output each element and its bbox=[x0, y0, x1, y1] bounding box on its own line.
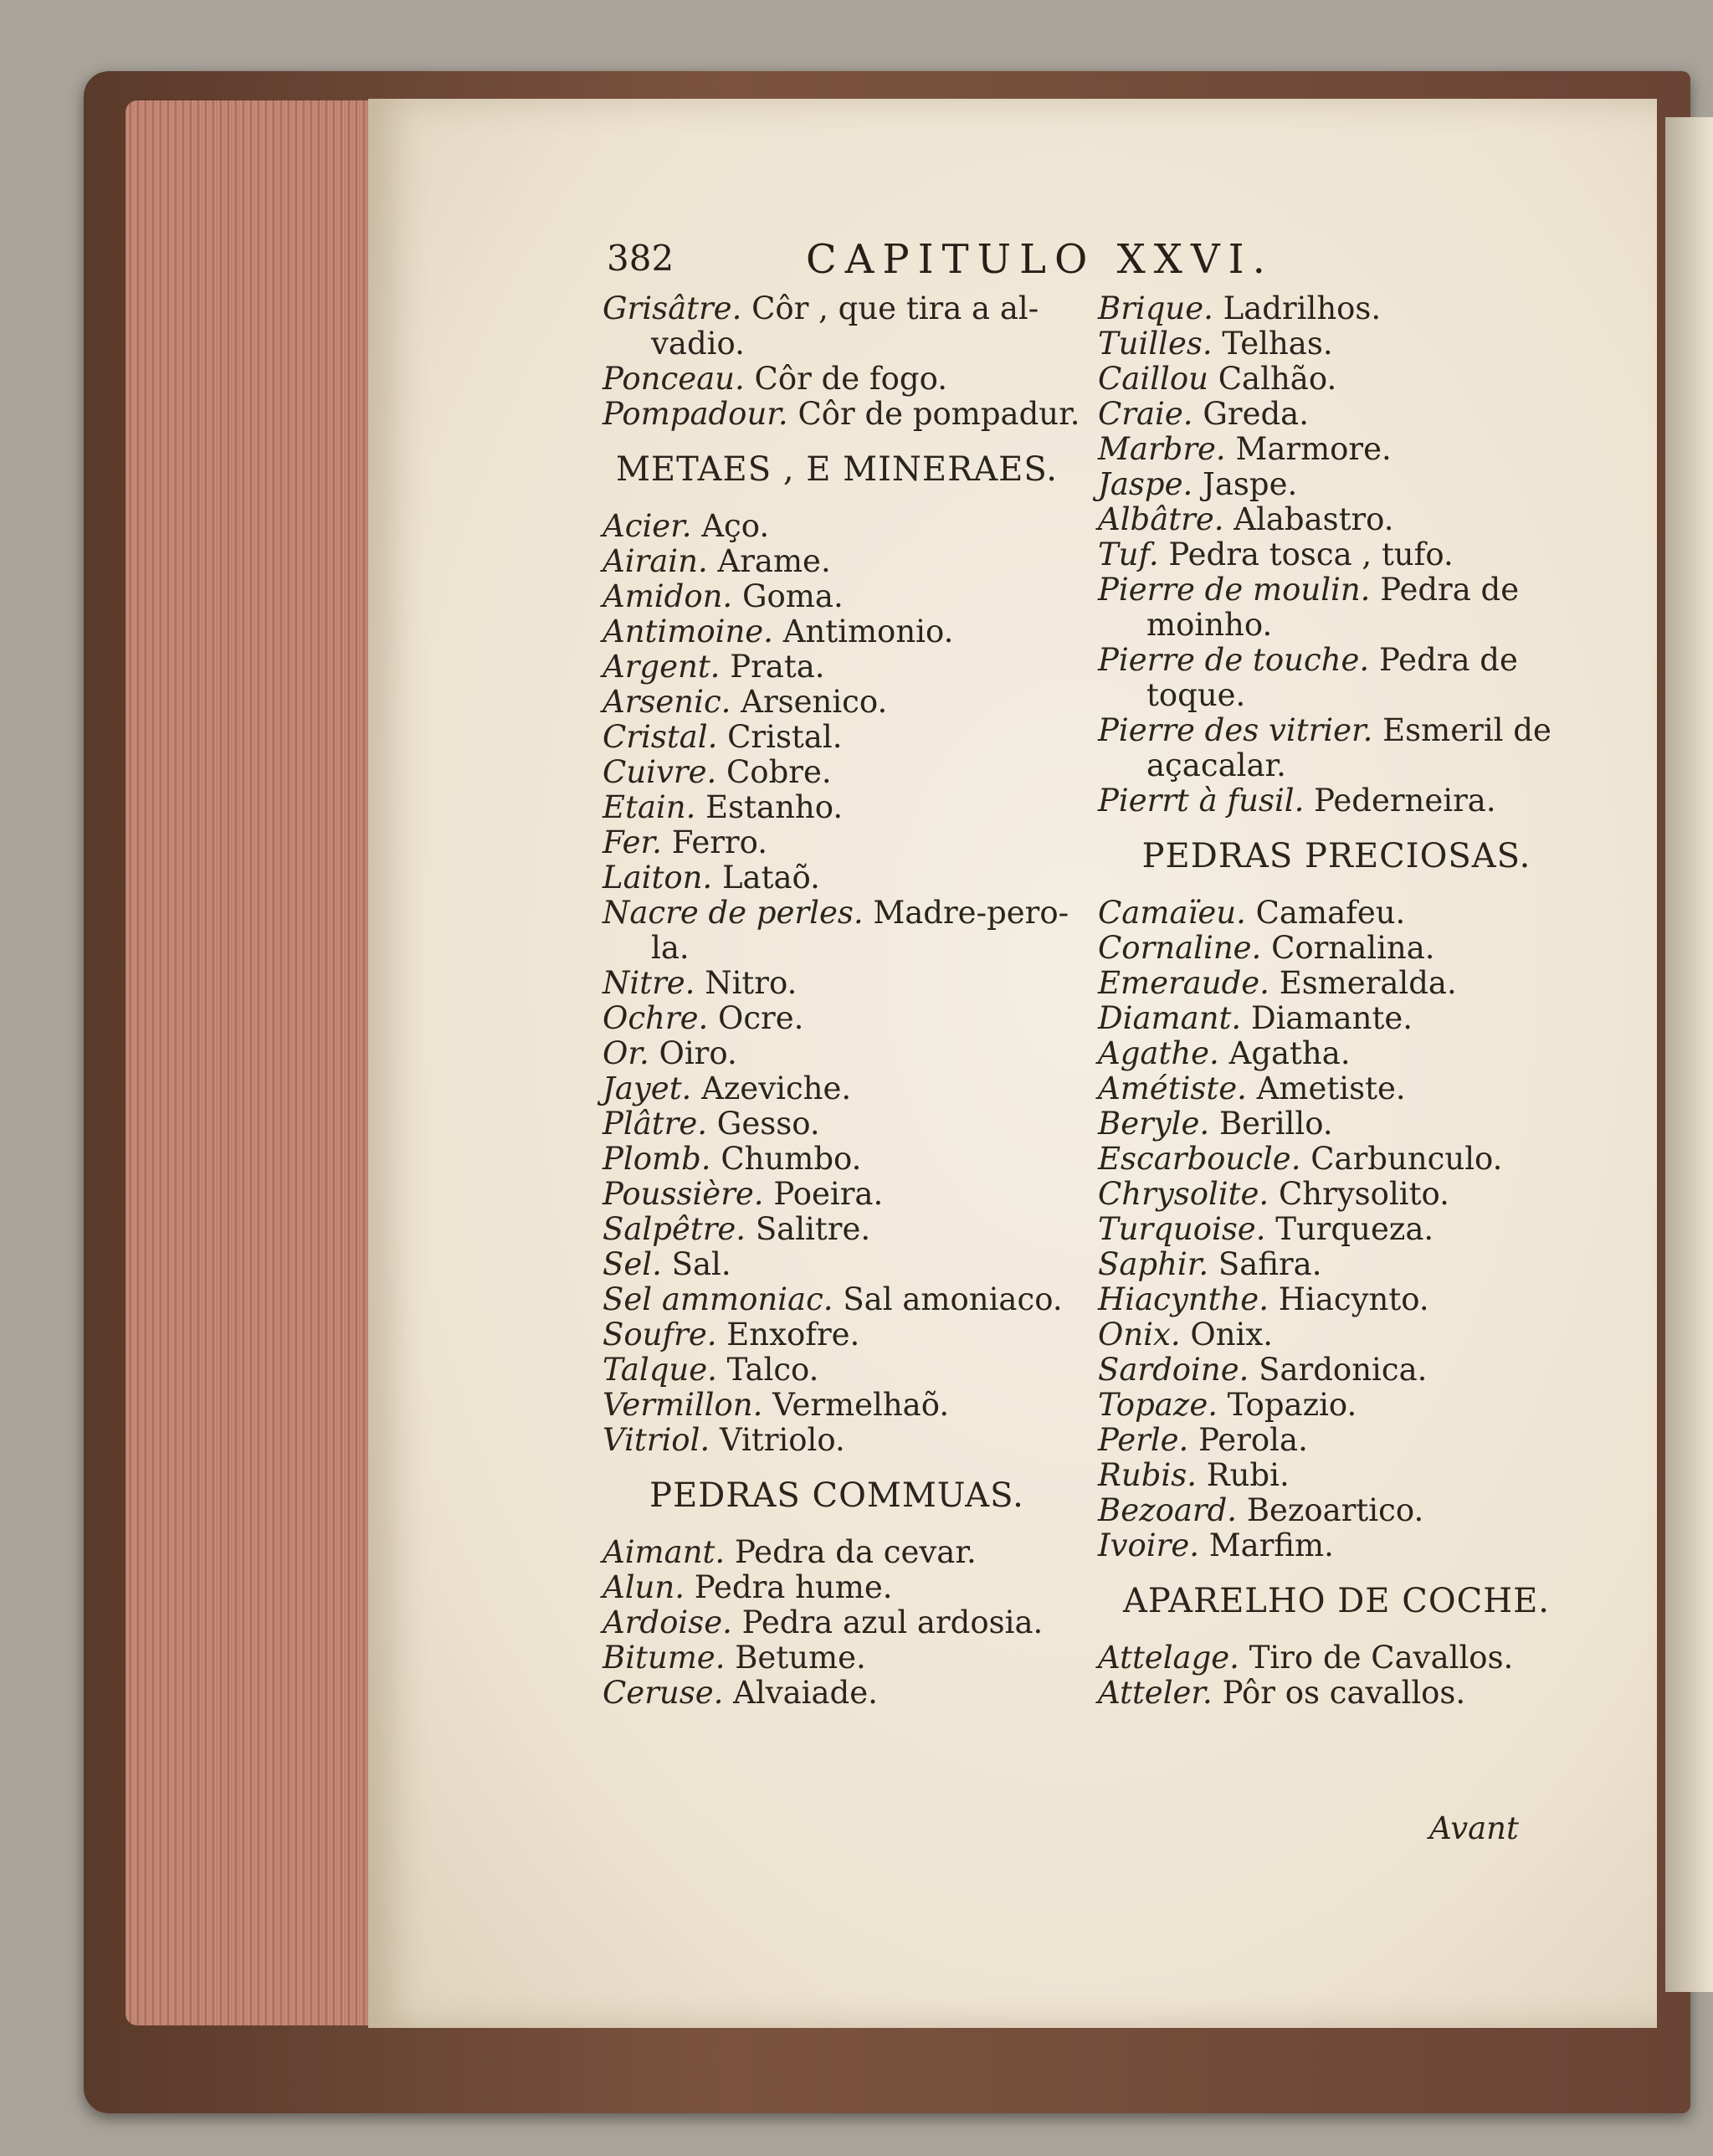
french-term: Saphir. bbox=[1098, 1246, 1209, 1282]
french-term: Rubis. bbox=[1098, 1457, 1197, 1493]
portuguese-gloss: Marfim. bbox=[1208, 1527, 1334, 1563]
glossary-entry bbox=[603, 1388, 1071, 1423]
entry-continuation bbox=[1098, 748, 1575, 783]
french-term: Marbre. bbox=[1098, 431, 1226, 467]
french-term: Etain. bbox=[603, 789, 696, 825]
portuguese-gloss: Bezoartico. bbox=[1246, 1492, 1424, 1528]
french-term: Pierre de touche. bbox=[1098, 642, 1370, 678]
portuguese-gloss: Enxofre. bbox=[726, 1317, 860, 1353]
french-term: Bezoard. bbox=[1098, 1492, 1238, 1528]
portuguese-gloss: Madre-pero- bbox=[873, 895, 1069, 931]
portuguese-gloss: Safira. bbox=[1218, 1246, 1322, 1282]
facing-page-edge bbox=[1665, 117, 1713, 1992]
glossary-entry bbox=[603, 579, 1071, 614]
section-heading: METAES , E MINERAES. bbox=[615, 450, 1059, 489]
french-term: Cornaline. bbox=[1098, 930, 1262, 966]
glossary-entry bbox=[1098, 326, 1575, 362]
portuguese-gloss: Vermelhaõ. bbox=[772, 1387, 950, 1423]
portuguese-gloss: Pôr os cavallos. bbox=[1222, 1675, 1466, 1711]
portuguese-gloss: Pedra azul ardosia. bbox=[741, 1604, 1044, 1640]
portuguese-gloss: Telhas. bbox=[1222, 326, 1333, 362]
portuguese-gloss: Oiro. bbox=[659, 1035, 737, 1071]
glossary-entry bbox=[603, 1605, 1071, 1640]
portuguese-gloss: Ocre. bbox=[718, 1000, 804, 1036]
french-term: Caillou bbox=[1098, 361, 1208, 397]
glossary-entry bbox=[1098, 1317, 1575, 1353]
portuguese-gloss: Hiacynto. bbox=[1278, 1281, 1429, 1317]
french-term: Chrysolite. bbox=[1098, 1176, 1269, 1212]
section-heading: PEDRAS COMMUAS. bbox=[649, 1476, 1024, 1515]
glossary-entry bbox=[603, 509, 1071, 544]
portuguese-gloss: Arsenico. bbox=[741, 684, 888, 720]
portuguese-gloss: Côr de pompadur. bbox=[798, 396, 1080, 432]
glossary-entry bbox=[1098, 1640, 1575, 1676]
portuguese-gloss: Nitro. bbox=[705, 965, 798, 1001]
portuguese-gloss: Cristal. bbox=[727, 719, 843, 755]
french-term: Pierre des vitrier. bbox=[1098, 712, 1373, 748]
portuguese-gloss: moinho. bbox=[1146, 607, 1273, 643]
glossary-entry bbox=[1098, 1458, 1575, 1493]
portuguese-gloss: Esmeralda. bbox=[1279, 965, 1457, 1001]
portuguese-gloss: Arame. bbox=[717, 543, 831, 579]
french-term: Poussière. bbox=[603, 1176, 764, 1212]
french-term: Soufre. bbox=[603, 1317, 717, 1353]
french-term: Craie. bbox=[1098, 396, 1193, 432]
glossary-entry bbox=[603, 396, 1080, 432]
french-term: Ardoise. bbox=[603, 1604, 732, 1640]
french-term: Laiton. bbox=[603, 860, 713, 896]
french-term: Grisâtre. bbox=[603, 290, 742, 326]
glossary-entry bbox=[603, 860, 1071, 896]
glossary-entry bbox=[603, 825, 1071, 860]
entry-continuation bbox=[1098, 608, 1575, 643]
french-term: Hiacynthe. bbox=[1098, 1281, 1269, 1317]
glossary-entry bbox=[603, 1570, 1071, 1605]
glossary-entry bbox=[1098, 966, 1575, 1001]
french-term: Sel ammoniac. bbox=[603, 1281, 833, 1317]
glossary-entry bbox=[603, 1535, 1071, 1570]
portuguese-gloss: Prata. bbox=[730, 649, 825, 685]
page-edges bbox=[126, 100, 377, 2025]
french-term: Pierre de moulin. bbox=[1098, 572, 1371, 608]
portuguese-gloss: Pedra tosca , tufo. bbox=[1168, 536, 1454, 572]
glossary-entry bbox=[1098, 1001, 1575, 1036]
portuguese-gloss: Gesso. bbox=[716, 1106, 820, 1142]
portuguese-gloss: Pedra de bbox=[1378, 642, 1518, 678]
glossary-entry bbox=[1098, 1142, 1575, 1177]
french-term: Agathe. bbox=[1098, 1035, 1219, 1071]
glossary-entry bbox=[603, 1036, 1071, 1071]
french-term: Emeraude. bbox=[1098, 965, 1269, 1001]
portuguese-gloss: Calhão. bbox=[1218, 361, 1337, 397]
glossary-entry bbox=[603, 1247, 1071, 1282]
french-term: Onix. bbox=[1098, 1317, 1181, 1353]
french-term: Camaïeu. bbox=[1098, 895, 1246, 931]
glossary-entry bbox=[1098, 1071, 1575, 1106]
portuguese-gloss: Pederneira. bbox=[1314, 783, 1496, 819]
portuguese-gloss: Sal amoniaco. bbox=[843, 1281, 1063, 1317]
portuguese-gloss: açacalar. bbox=[1146, 747, 1286, 783]
section-heading: PEDRAS PRECIOSAS. bbox=[1141, 837, 1531, 875]
catchword: Avant bbox=[1429, 1810, 1519, 1846]
portuguese-gloss: Côr de fogo. bbox=[754, 361, 947, 397]
right-column bbox=[1098, 291, 1575, 1711]
glossary-entry bbox=[1098, 467, 1575, 502]
french-term: Ivoire. bbox=[1098, 1527, 1199, 1563]
french-term: Or. bbox=[603, 1035, 649, 1071]
portuguese-gloss: Talco. bbox=[726, 1352, 819, 1388]
french-term: Plâtre. bbox=[603, 1106, 708, 1142]
glossary-entry bbox=[1098, 1423, 1575, 1458]
glossary-entry bbox=[1098, 1106, 1575, 1142]
portuguese-gloss: Tiro de Cavallos. bbox=[1249, 1640, 1514, 1676]
entry-continuation bbox=[603, 931, 1071, 966]
french-term: Salpêtre. bbox=[603, 1211, 746, 1247]
glossary-entry bbox=[603, 1177, 1071, 1212]
french-term: Acier. bbox=[603, 508, 692, 544]
page-number: 382 bbox=[607, 238, 674, 279]
french-term: Pompadour. bbox=[603, 396, 788, 432]
portuguese-gloss: Cornalina. bbox=[1271, 930, 1435, 966]
french-term: Turquoise. bbox=[1098, 1211, 1266, 1247]
portuguese-gloss: Pedra de bbox=[1380, 572, 1520, 608]
glossary-entry bbox=[1098, 896, 1575, 931]
portuguese-gloss: Côr , que tira a al- bbox=[751, 290, 1039, 326]
glossary-entry bbox=[1098, 1282, 1575, 1317]
french-term: Amidon. bbox=[603, 578, 733, 614]
portuguese-gloss: Alabastro. bbox=[1233, 501, 1394, 537]
portuguese-gloss: Greda. bbox=[1203, 396, 1309, 432]
portuguese-gloss: Marmore. bbox=[1235, 431, 1392, 467]
portuguese-gloss: Jaspe. bbox=[1203, 466, 1298, 502]
french-term: Sel. bbox=[603, 1246, 662, 1282]
glossary-entry bbox=[603, 1640, 1071, 1676]
glossary-entry bbox=[1098, 713, 1575, 748]
portuguese-gloss: Ferro. bbox=[671, 824, 768, 860]
french-term: Nacre de perles. bbox=[603, 895, 864, 931]
glossary-entry bbox=[1098, 643, 1575, 678]
french-term: Nitre. bbox=[603, 965, 695, 1001]
glossary-entry bbox=[1098, 1036, 1575, 1071]
portuguese-gloss: Turqueza. bbox=[1275, 1211, 1434, 1247]
french-term: Amétiste. bbox=[1098, 1070, 1247, 1106]
portuguese-gloss: Betume. bbox=[735, 1640, 866, 1676]
portuguese-gloss: Pedra da cevar. bbox=[734, 1534, 977, 1570]
french-term: Attelage. bbox=[1098, 1640, 1239, 1676]
french-term: Cristal. bbox=[603, 719, 718, 755]
french-term: Jaspe. bbox=[1098, 466, 1193, 502]
french-term: Ceruse. bbox=[603, 1675, 724, 1711]
portuguese-gloss: Antimonio. bbox=[782, 613, 954, 649]
glossary-entry bbox=[1098, 1528, 1575, 1563]
portuguese-gloss: Vitriolo. bbox=[719, 1422, 845, 1458]
glossary-entry bbox=[603, 1423, 1071, 1458]
glossary-entry bbox=[603, 649, 1071, 685]
glossary-entry bbox=[603, 1071, 1071, 1106]
glossary-entry bbox=[603, 685, 1071, 720]
portuguese-gloss: Topazio. bbox=[1227, 1387, 1357, 1423]
running-header bbox=[607, 236, 1561, 286]
portuguese-gloss: Ladrilhos. bbox=[1223, 290, 1382, 326]
glossary-entry bbox=[603, 1106, 1071, 1142]
portuguese-gloss: Agatha. bbox=[1228, 1035, 1351, 1071]
entry-continuation bbox=[603, 326, 1071, 362]
glossary-entry bbox=[603, 755, 1071, 790]
french-term: Vitriol. bbox=[603, 1422, 710, 1458]
glossary-entry bbox=[603, 790, 1071, 825]
portuguese-gloss: Carbunculo. bbox=[1310, 1141, 1503, 1177]
french-term: Diamant. bbox=[1098, 1000, 1242, 1036]
glossary-entry bbox=[603, 614, 1071, 649]
french-term: Aimant. bbox=[603, 1534, 726, 1570]
french-term: Vermillon. bbox=[603, 1387, 763, 1423]
french-term: Antimoine. bbox=[603, 613, 773, 649]
portuguese-gloss: Berillo. bbox=[1218, 1106, 1333, 1142]
glossary-entry bbox=[1098, 537, 1575, 572]
french-term: Ochre. bbox=[603, 1000, 709, 1036]
portuguese-gloss: Perola. bbox=[1198, 1422, 1308, 1458]
french-term: Tuf. bbox=[1098, 536, 1159, 572]
portuguese-gloss: la. bbox=[651, 930, 690, 966]
french-term: Beryle. bbox=[1098, 1106, 1210, 1142]
glossary-entry bbox=[603, 966, 1071, 1001]
portuguese-gloss: Salitre. bbox=[755, 1211, 871, 1247]
french-term: Airain. bbox=[603, 543, 708, 579]
glossary-entry bbox=[1098, 783, 1575, 819]
glossary-entry bbox=[1098, 1388, 1575, 1423]
portuguese-gloss: Poeira. bbox=[773, 1176, 884, 1212]
glossary-entry bbox=[1098, 502, 1575, 537]
portuguese-gloss: Pedra hume. bbox=[694, 1569, 893, 1605]
glossary-entry bbox=[603, 1142, 1071, 1177]
portuguese-gloss: Cobre. bbox=[726, 754, 832, 790]
glossary-entry bbox=[603, 1317, 1071, 1353]
glossary-entry bbox=[1098, 397, 1575, 432]
glossary-entry bbox=[1098, 1493, 1575, 1528]
glossary-entry bbox=[1098, 1247, 1575, 1282]
french-term: Cuivre. bbox=[603, 754, 717, 790]
glossary-entry bbox=[603, 896, 1071, 931]
glossary-entry bbox=[603, 1353, 1071, 1388]
glossary-entry bbox=[1098, 1212, 1575, 1247]
glossary-entry bbox=[1098, 432, 1575, 467]
french-term: Jayet. bbox=[603, 1070, 692, 1106]
glossary-entry bbox=[1098, 931, 1575, 966]
french-term: Topaze. bbox=[1098, 1387, 1218, 1423]
glossary-entry bbox=[603, 1212, 1071, 1247]
french-term: Atteler. bbox=[1098, 1675, 1213, 1711]
portuguese-gloss: Chumbo. bbox=[721, 1141, 862, 1177]
glossary-entry bbox=[603, 291, 1071, 326]
french-term: Arsenic. bbox=[603, 684, 731, 720]
french-term: Perle. bbox=[1098, 1422, 1189, 1458]
portuguese-gloss: Goma. bbox=[741, 578, 844, 614]
glossary-entry bbox=[603, 1676, 1071, 1711]
french-term: Sardoine. bbox=[1098, 1352, 1249, 1388]
french-term: Talque. bbox=[603, 1352, 717, 1388]
french-term: Tuilles. bbox=[1098, 326, 1213, 362]
portuguese-gloss: Azeviche. bbox=[701, 1070, 852, 1106]
portuguese-gloss: Esmeril de bbox=[1382, 712, 1551, 748]
glossary-entry bbox=[603, 544, 1071, 579]
portuguese-gloss: Rubi. bbox=[1206, 1457, 1290, 1493]
french-term: Argent. bbox=[603, 649, 721, 685]
glossary-entry bbox=[1098, 362, 1575, 397]
entry-continuation bbox=[1098, 678, 1575, 713]
portuguese-gloss: Camafeu. bbox=[1255, 895, 1406, 931]
glossary-entry bbox=[1098, 1353, 1575, 1388]
portuguese-gloss: Sardonica. bbox=[1259, 1352, 1428, 1388]
portuguese-gloss: Onix. bbox=[1190, 1317, 1274, 1353]
portuguese-gloss: Aço. bbox=[701, 508, 770, 544]
french-term: Plomb. bbox=[603, 1141, 711, 1177]
glossary-entry bbox=[1098, 572, 1575, 608]
section-heading: APARELHO DE COCHE. bbox=[1122, 1582, 1551, 1620]
portuguese-gloss: Sal. bbox=[671, 1246, 731, 1282]
french-term: Brique. bbox=[1098, 290, 1213, 326]
portuguese-gloss: Alvaiade. bbox=[733, 1675, 878, 1711]
french-term: Albâtre. bbox=[1098, 501, 1224, 537]
french-term: Ponceau. bbox=[603, 361, 745, 397]
portuguese-gloss: toque. bbox=[1146, 677, 1246, 713]
running-title: CAPITULO XXVI. bbox=[806, 236, 1274, 283]
left-column bbox=[603, 290, 1080, 1711]
glossary-entry bbox=[603, 1001, 1071, 1036]
portuguese-gloss: vadio. bbox=[651, 326, 745, 362]
portuguese-gloss: Chrysolito. bbox=[1278, 1176, 1449, 1212]
glossary-entry bbox=[603, 720, 1071, 755]
french-term: Fer. bbox=[603, 824, 662, 860]
portuguese-gloss: Estanho. bbox=[705, 789, 844, 825]
portuguese-gloss: Ametiste. bbox=[1256, 1070, 1406, 1106]
glossary-entry bbox=[603, 362, 1071, 397]
portuguese-gloss: Diamante. bbox=[1250, 1000, 1413, 1036]
french-term: Pierrt à fusil. bbox=[1098, 783, 1305, 819]
glossary-entry bbox=[603, 1282, 1071, 1317]
french-term: Bitume. bbox=[603, 1640, 726, 1676]
glossary-entry bbox=[1098, 291, 1575, 326]
french-term: Alun. bbox=[603, 1569, 685, 1605]
portuguese-gloss: Lataõ. bbox=[721, 860, 820, 896]
glossary-entry bbox=[1098, 1676, 1575, 1711]
french-term: Escarboucle. bbox=[1098, 1141, 1301, 1177]
glossary-entry bbox=[1098, 1177, 1575, 1212]
